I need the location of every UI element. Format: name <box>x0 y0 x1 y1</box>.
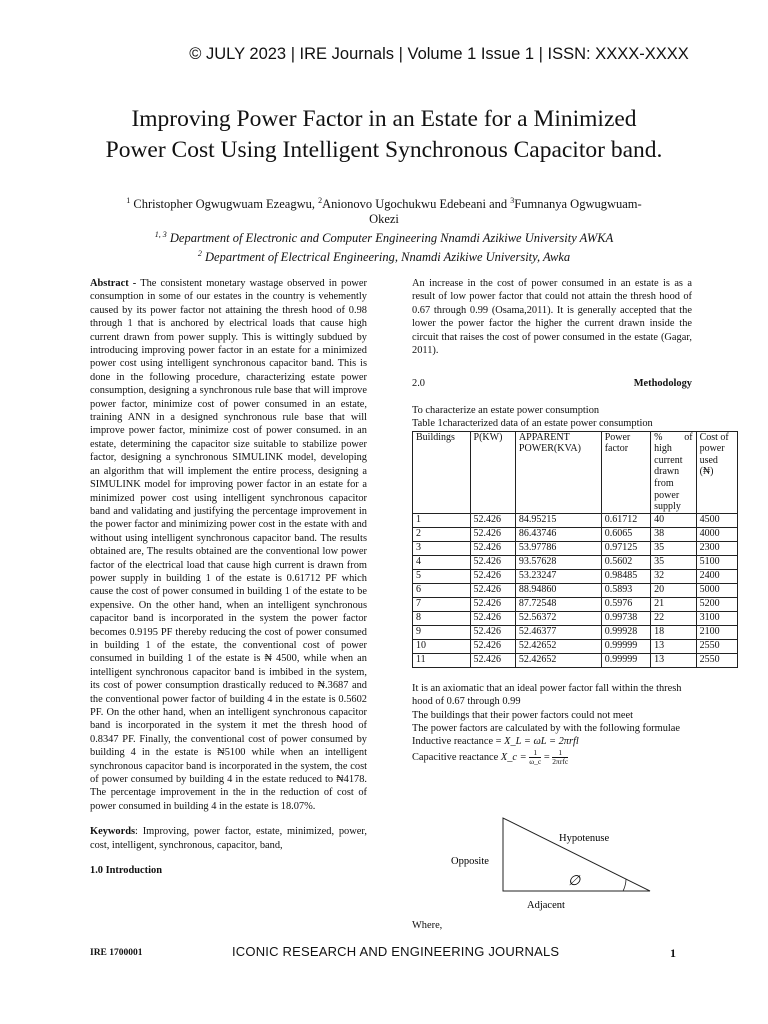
table-cell: 53.23247 <box>515 569 601 583</box>
table-cell: 0.61712 <box>601 513 650 527</box>
table-cell: 2300 <box>696 541 737 555</box>
keywords <box>90 825 367 852</box>
right-column <box>412 277 729 766</box>
title-line-2: Power Cost Using Intelligent Synchronous Capacitor band. <box>105 137 663 163</box>
affiliation-sup: 1, 3 <box>154 230 167 240</box>
table-cell: 0.99999 <box>601 639 650 653</box>
table-cell: 0.98485 <box>601 569 650 583</box>
journal-header: © JULY 2023 | IRE Journals | Volume 1 Issue 1 | ISSN: XXXX-XXXX <box>189 45 689 63</box>
table-cell: 4000 <box>696 527 737 541</box>
table-row <box>413 555 738 569</box>
formulae-text: The power factors are calculated by with the following formulae <box>412 723 681 735</box>
table-cell: 52.426 <box>470 625 515 639</box>
table-cell: 52.56372 <box>515 611 601 625</box>
formula-expression: X_L = ωL = 2πrfl <box>504 736 579 748</box>
keywords-text: : Improving, power factor, estate, minimized, power, cost, intelligent, synchronous, capacitor, band, <box>90 826 367 851</box>
table-cell: 52.426 <box>470 569 515 583</box>
page-number: 1 <box>670 946 676 960</box>
table-cell: 52.426 <box>470 541 515 555</box>
author-sup: 1 <box>126 196 131 205</box>
table-cell: 5000 <box>696 583 737 597</box>
footer-code: IRE 1700001 <box>90 948 143 958</box>
formula-expression: X_c = <box>500 751 530 763</box>
characterize-line: To characterize an estate power consumption <box>412 404 600 416</box>
table-caption: Table 1characterized data of an estate power consumption <box>412 418 653 430</box>
table-cell: 20 <box>651 583 696 597</box>
table-cell: 86.43746 <box>515 527 601 541</box>
table-cell: 52.426 <box>470 653 515 667</box>
table-cell: 2 <box>413 527 471 541</box>
table-cell: 52.426 <box>470 583 515 597</box>
table-cell: 0.99999 <box>601 653 650 667</box>
table-cell: 5100 <box>696 555 737 569</box>
table-cell: 0.99738 <box>601 611 650 625</box>
table-cell: 2550 <box>696 653 737 667</box>
left-column <box>90 277 367 877</box>
col-header: Power factor <box>601 431 650 513</box>
table-row <box>413 625 738 639</box>
table-cell: 52.426 <box>470 513 515 527</box>
table-cell: 0.5602 <box>601 555 650 569</box>
paper-title <box>40 104 728 166</box>
table-row <box>413 639 738 653</box>
table-row <box>413 611 738 625</box>
table-cell: 13 <box>651 639 696 653</box>
intro-heading: 1.0 Introduction <box>90 865 162 877</box>
table-row <box>413 513 738 527</box>
table-cell: 22 <box>651 611 696 625</box>
table-cell: 52.42652 <box>515 653 601 667</box>
table-cell: 88.94860 <box>515 583 601 597</box>
author-name: Fumnanya Ogwugwuam- <box>514 197 642 212</box>
table-header-row <box>413 431 738 513</box>
col-header: APPARENT POWER(KVA) <box>515 431 601 513</box>
footer-journal: ICONIC RESEARCH AND ENGINEERING JOURNALS <box>232 944 560 959</box>
table-cell: 52.426 <box>470 639 515 653</box>
intro-paragraph: An increase in the cost of power consumed in an estate is as a result of low power factor that could not attain the thresh hood of 0.67 through 0.99 (Osama,2011). It is generally accepted that the lower the power factor the higher the current drawn inside the circuit that raises the cost of power consumed in the estate (Gagar, 2011). <box>412 278 692 357</box>
table-cell: 52.426 <box>470 611 515 625</box>
table-cell: 93.57628 <box>515 555 601 569</box>
table-cell: 2100 <box>696 625 737 639</box>
table-cell: 11 <box>413 653 471 667</box>
table-cell: 5 <box>413 569 471 583</box>
buildings-text: The buildings that their power factors could not meet <box>412 709 634 721</box>
methodology-number: 2.0 <box>412 378 425 390</box>
table-body <box>413 513 738 667</box>
table-row <box>413 583 738 597</box>
table-row <box>413 597 738 611</box>
table-cell: 0.99928 <box>601 625 650 639</box>
triangle-svg <box>440 813 670 913</box>
table-cell: 52.426 <box>470 555 515 569</box>
table-cell: 21 <box>651 597 696 611</box>
table-cell: 2400 <box>696 569 737 583</box>
table-cell: 52.426 <box>470 527 515 541</box>
angle-label: ∅ <box>568 874 581 889</box>
table-cell: 0.97125 <box>601 541 650 555</box>
table-cell: 35 <box>651 555 696 569</box>
author-block <box>60 193 708 265</box>
methodology-title: Methodology <box>633 378 692 390</box>
table-cell: 2550 <box>696 639 737 653</box>
col-header: Cost of power used (₦) <box>696 431 737 513</box>
table-cell: 18 <box>651 625 696 639</box>
table-cell: 9 <box>413 625 471 639</box>
table-cell: 1 <box>413 513 471 527</box>
table-cell: 3 <box>413 541 471 555</box>
power-data-table <box>412 431 738 668</box>
col-header: Buildings <box>413 431 471 513</box>
fraction-numerator: 1 <box>558 747 563 757</box>
fraction <box>552 749 568 766</box>
table-cell: 87.72548 <box>515 597 601 611</box>
capacitive-reactance: Capacitive reactance X_c = $\frac{1}{\omega\_c}$ = $\frac{1}{\text{2πrfc}}$ <box>412 747 569 766</box>
table-cell: 3100 <box>696 611 737 625</box>
author-name: Christopher Ogwugwuam Ezeagwu, <box>133 197 319 212</box>
table-cell: 4500 <box>696 513 737 527</box>
formula-label: Inductive reactance = <box>412 736 505 748</box>
fraction-numerator: 1 <box>533 747 538 757</box>
col-header: P(KW) <box>470 431 515 513</box>
fraction-denominator: ω_c <box>529 756 542 766</box>
table-cell: 52.426 <box>470 597 515 611</box>
inductive-reactance <box>412 735 692 748</box>
affiliation-sup: 2 <box>197 249 202 259</box>
author-sup: 2 <box>318 196 323 205</box>
fraction-denominator: 2πrfc <box>552 756 569 766</box>
author-sup: 3 <box>510 196 515 205</box>
opposite-label: Opposite <box>451 856 489 867</box>
col-header: % of high current drawn from power supply <box>651 431 696 513</box>
affiliation-1 <box>60 227 708 246</box>
table-cell: 0.5976 <box>601 597 650 611</box>
affiliation-text: Department of Electrical Engineering, Nnamdi Azikiwe University, Awka <box>205 250 571 265</box>
table-cell: 0.5893 <box>601 583 650 597</box>
table-row <box>413 541 738 555</box>
table-cell: 13 <box>651 653 696 667</box>
angle-arc <box>623 879 626 891</box>
table-cell: 52.42652 <box>515 639 601 653</box>
author-name-cont: Okezi <box>369 212 399 227</box>
table-cell: 38 <box>651 527 696 541</box>
table-cell: 6 <box>413 583 471 597</box>
table-cell: 10 <box>413 639 471 653</box>
table-row <box>413 527 738 541</box>
formula-label: Capacitive reactance <box>412 751 501 763</box>
table-cell: 84.95215 <box>515 513 601 527</box>
author-names <box>60 193 708 212</box>
fraction <box>529 749 541 766</box>
abstract <box>90 277 367 813</box>
table-cell: 8 <box>413 611 471 625</box>
table-cell: 4 <box>413 555 471 569</box>
table-cell: 52.46377 <box>515 625 601 639</box>
ideal-pf-text: It is an axiomatic that an ideal power factor fall within the thresh hood of 0.67 through 0.99 <box>412 682 682 708</box>
table-cell: 7 <box>413 597 471 611</box>
power-triangle-diagram <box>440 813 670 913</box>
hypotenuse-label: Hypotenuse <box>559 833 610 844</box>
table-row <box>413 569 738 583</box>
abstract-text: The consistent monetary wastage observed in power consumption in some of our estates in the country is vehemently caused by its power factor not attaining the thresh hood of 0.98 through 1 that is anchored by electrical loads that cause high current drawn from power supply. This is wittingly subdued by introducing improving power factor in an estate for a minimized power cost using intelligent synchronous capacitor band. This is done in the following procedure, characterizing estate power consumption, designing a synchronous rule base that will improve power factor, minimize cost of power consumed in an estate, training ANN in a designed synchronous rule base that will improve power factor, minimize cost of power consumed. in an estate, determining the capacitor size suitable to stabilize power factor, designing a synchronous SIMULINK model, developing an algorithm that will implement the entire process, designing a SIMULINK model for improving power factor in an estate for a minimized power cost using intelligent synchronous capacitor band and validating and justifying the percentage improvement in the power factor and minimizing power cost in the estate with and without using intelligent synchronous capacitor band. The results obtained are, The results obtained are the conventional low power factor of the electrical load that cause high current is drawn from power supply in building 1 of the estate is 0.61712 PF which cause the cost of power consumed in building 1 of the estate to be expensive. On the other hand, when an intelligent synchronous capacitor band is incorporated in the system the power factor becomes 0.9195 PF thereby reducing the cost of power consumed in building 1 of the estate, the conventional cost of power consumed in building 1 of the estate is ₦ 4500, while when an intelligent synchronous capacitor band is imbibed in the system, its cost of power consumption drastically reduced to ₦.3687 and the conventional power factor of building 4 in the estate is 0.5602 PF. On the other hand, when an intelligent synchronous capacitor band is incorporated in the system it met the thresh hood of 0.8347 PF. Finally, the conventional cost of power consumed by building 4 in the estate is ₦5100 while when an intelligent synchronous capacitor band is incorporated in the system, the cost of power consumed by building 4 in the estate reduced to ₦4178. The percentage improvement in the in the reduction of cost of power consumed in building 4 in the estate is 18.07%. <box>90 278 367 812</box>
adjacent-label: Adjacent <box>527 900 565 911</box>
table-cell: 5200 <box>696 597 737 611</box>
affiliation-2 <box>60 246 708 265</box>
table-cell: 0.6065 <box>601 527 650 541</box>
title-line-1: Improving Power Factor in an Estate for a Minimized <box>131 106 637 132</box>
author-name: Anionovo Ugochukwu Edebeani and <box>322 197 511 212</box>
where-text: Where, <box>412 920 443 931</box>
table-cell: 53.97786 <box>515 541 601 555</box>
abstract-label: Abstract - <box>90 278 137 289</box>
table-cell: 35 <box>651 541 696 555</box>
affiliation-text: Department of Electronic and Computer Engineering Nnamdi Azikiwe University AWKA <box>169 231 614 246</box>
table-cell: 32 <box>651 569 696 583</box>
keywords-label: Keywords <box>90 826 136 838</box>
methodology-heading <box>412 377 692 390</box>
table-cell: 40 <box>651 513 696 527</box>
table-row <box>413 653 738 667</box>
